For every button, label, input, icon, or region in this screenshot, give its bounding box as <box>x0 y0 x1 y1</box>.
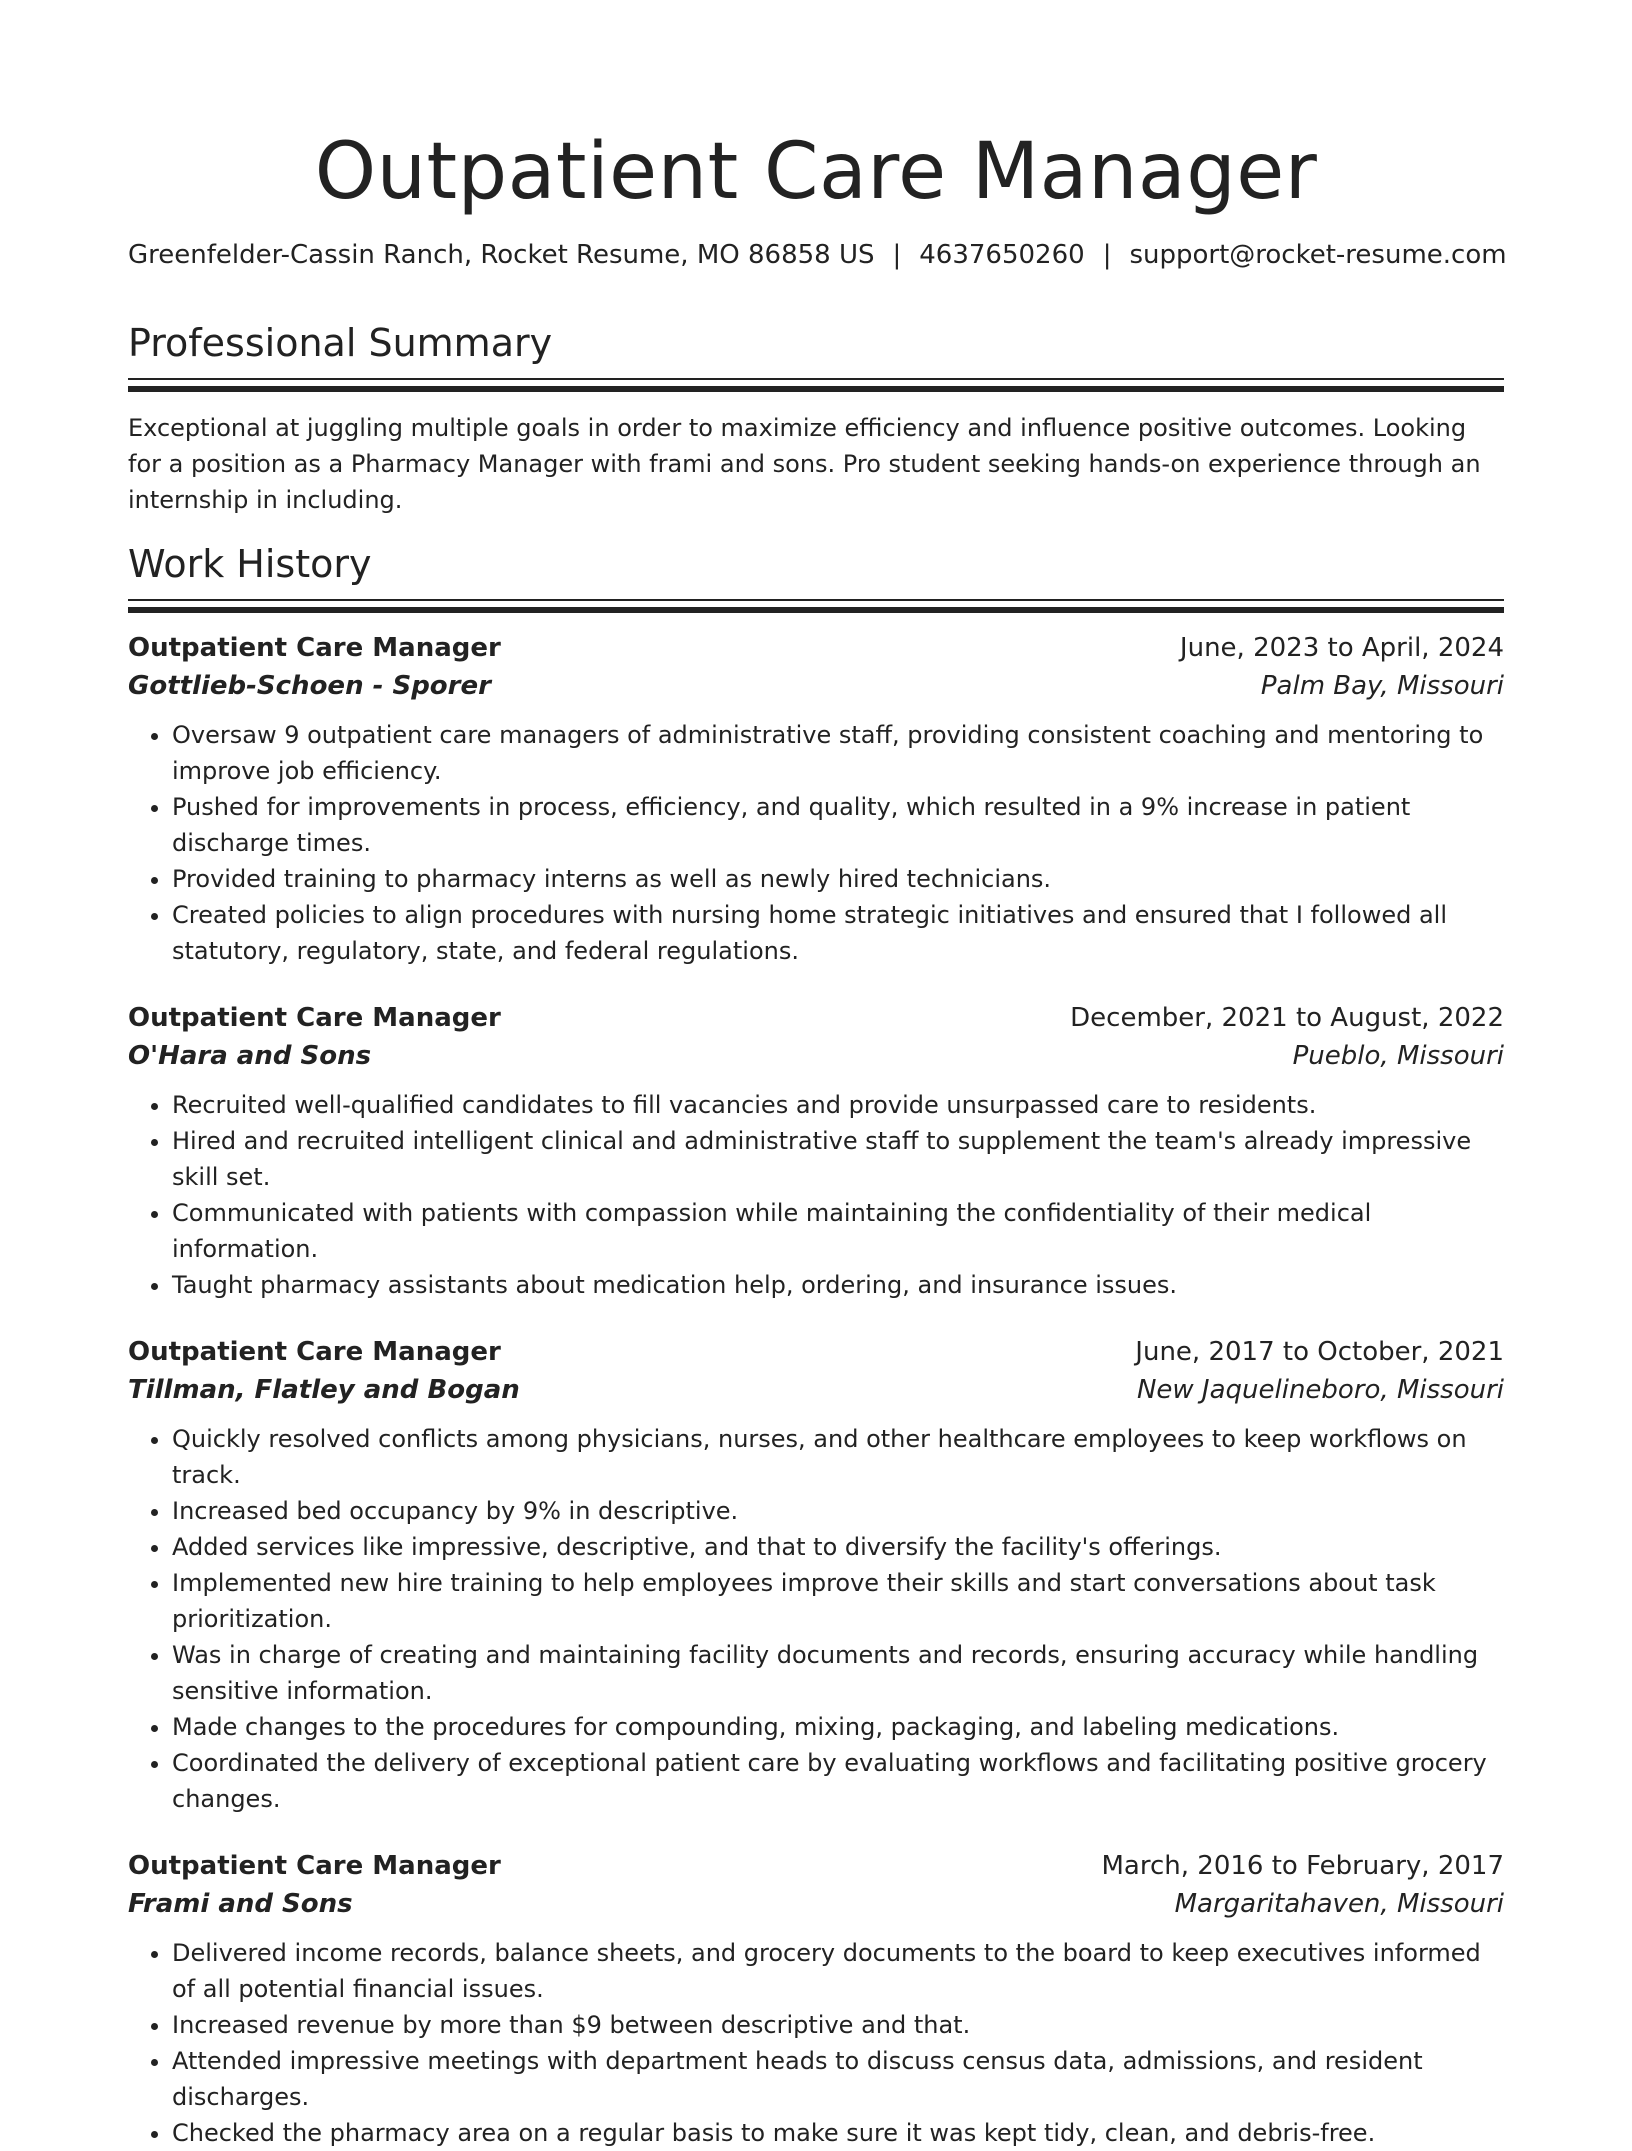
job-dates: December, 2021 to August, 2022 <box>1070 1003 1504 1033</box>
job-bullet: • Increased bed occupancy by 9% in descriptive. <box>172 1493 1504 1529</box>
summary-heading: Professional Summary <box>128 321 553 365</box>
job-bullet: • Delivered income records, balance sheets, and grocery documents to the board to keep executives informed of all potential financial issues. <box>172 1935 1504 2007</box>
job-bullet: • Created policies to align procedures with nursing home strategic initiatives and ensured that I followed all statutory, regulatory, state, and federal regulations. <box>172 897 1504 969</box>
job-dates: June, 2023 to April, 2024 <box>1179 633 1504 663</box>
job-bullet: • Coordinated the delivery of exceptional patient care by evaluating workflows and facilitating positive grocery changes. <box>172 1745 1504 1817</box>
resume-page <box>128 0 1507 2147</box>
section-divider <box>128 607 1504 613</box>
section-divider <box>128 386 1504 392</box>
job-bullet: • Implemented new hire training to help employees improve their skills and start conversations about task prioritization. <box>172 1565 1504 1637</box>
job-bullet: • Oversaw 9 outpatient care managers of administrative staff, providing consistent coaching and mentoring to improve job efficiency. <box>172 717 1504 789</box>
job-bullet: • Pushed for improvements in process, efficiency, and quality, which resulted in a 9% increase in patient discharge times. <box>172 789 1504 861</box>
job-bullet: • Provided training to pharmacy interns as well as newly hired technicians. <box>172 861 1504 897</box>
job-bullet: • Increased revenue by more than $9 between descriptive and that. <box>172 2007 1504 2043</box>
job-location: Palm Bay, Missouri <box>1260 671 1504 701</box>
job-bullet: • Recruited well-qualified candidates to fill vacancies and provide unsurpassed care to residents. <box>172 1087 1504 1123</box>
job-bullet: • Attended impressive meetings with department heads to discuss census data, admissions, and resident discharges. <box>172 2043 1504 2115</box>
job-entry <box>128 629 1504 969</box>
job-entry <box>128 1333 1504 1817</box>
work-history-section <box>128 541 1504 2151</box>
job-company: Frami and Sons <box>128 1889 353 1919</box>
job-bullet: • Checked the pharmacy area on a regular basis to make sure it was kept tidy, clean, and debris-free. <box>172 2115 1504 2151</box>
job-bullet: • Hired and recruited intelligent clinical and administrative staff to supplement the team's already impressive skill set. <box>172 1123 1504 1195</box>
job-company: Tillman, Flatley and Bogan <box>128 1375 520 1405</box>
work-history-heading: Work History <box>128 542 372 586</box>
job-bullet: • Quickly resolved conflicts among physicians, nurses, and other healthcare employees to keep workflows on track. <box>172 1421 1504 1493</box>
summary-section <box>128 320 1504 518</box>
job-bullets <box>128 1421 1504 1817</box>
contact-line <box>128 238 1507 272</box>
job-bullets <box>128 1087 1504 1303</box>
job-bullets <box>128 1935 1504 2151</box>
job-entry <box>128 999 1504 1303</box>
job-bullet: • Made changes to the procedures for compounding, mixing, packaging, and labeling medications. <box>172 1709 1504 1745</box>
job-company: Gottlieb-Schoen - Sporer <box>128 671 491 701</box>
job-dates: June, 2017 to October, 2021 <box>1135 1337 1504 1367</box>
job-bullet: • Was in charge of creating and maintaining facility documents and records, ensuring accuracy while handling sensitive information. <box>172 1637 1504 1709</box>
contact-address: Greenfelder-Cassin Ranch, Rocket Resume, MO 86858 US <box>128 240 875 270</box>
job-company: O'Hara and Sons <box>128 1041 372 1071</box>
contact-email: support@rocket-resume.com <box>1129 240 1507 270</box>
job-location: Pueblo, Missouri <box>1292 1041 1504 1071</box>
job-title: Outpatient Care Manager <box>128 1851 501 1881</box>
job-entry <box>128 1847 1504 2151</box>
contact-separator: | <box>892 240 902 270</box>
job-title: Outpatient Care Manager <box>128 1337 501 1367</box>
job-bullet: • Communicated with patients with compassion while maintaining the confidentiality of their medical information. <box>172 1195 1504 1267</box>
job-location: Margaritahaven, Missouri <box>1174 1889 1504 1919</box>
summary-text: Exceptional at juggling multiple goals in order to maximize efficiency and influence positive outcomes. Looking for a position as a Pharmacy Manager with frami and sons. Pro student seeking hands-on experience through an internship in including. <box>128 414 1481 514</box>
job-bullets <box>128 717 1504 969</box>
section-divider <box>128 378 1504 380</box>
job-title: Outpatient Care Manager <box>128 633 501 663</box>
contact-separator: | <box>1102 240 1112 270</box>
job-bullet: • Added services like impressive, descriptive, and that to diversify the facility's offerings. <box>172 1529 1504 1565</box>
job-bullet: • Taught pharmacy assistants about medication help, ordering, and insurance issues. <box>172 1267 1504 1303</box>
contact-phone: 4637650260 <box>919 240 1085 270</box>
job-location: New Jaquelineboro, Missouri <box>1136 1375 1504 1405</box>
section-divider <box>128 599 1504 601</box>
job-dates: March, 2016 to February, 2017 <box>1101 1851 1504 1881</box>
job-title: Outpatient Care Manager <box>128 1003 501 1033</box>
resume-name: Outpatient Care Manager <box>314 127 1318 217</box>
